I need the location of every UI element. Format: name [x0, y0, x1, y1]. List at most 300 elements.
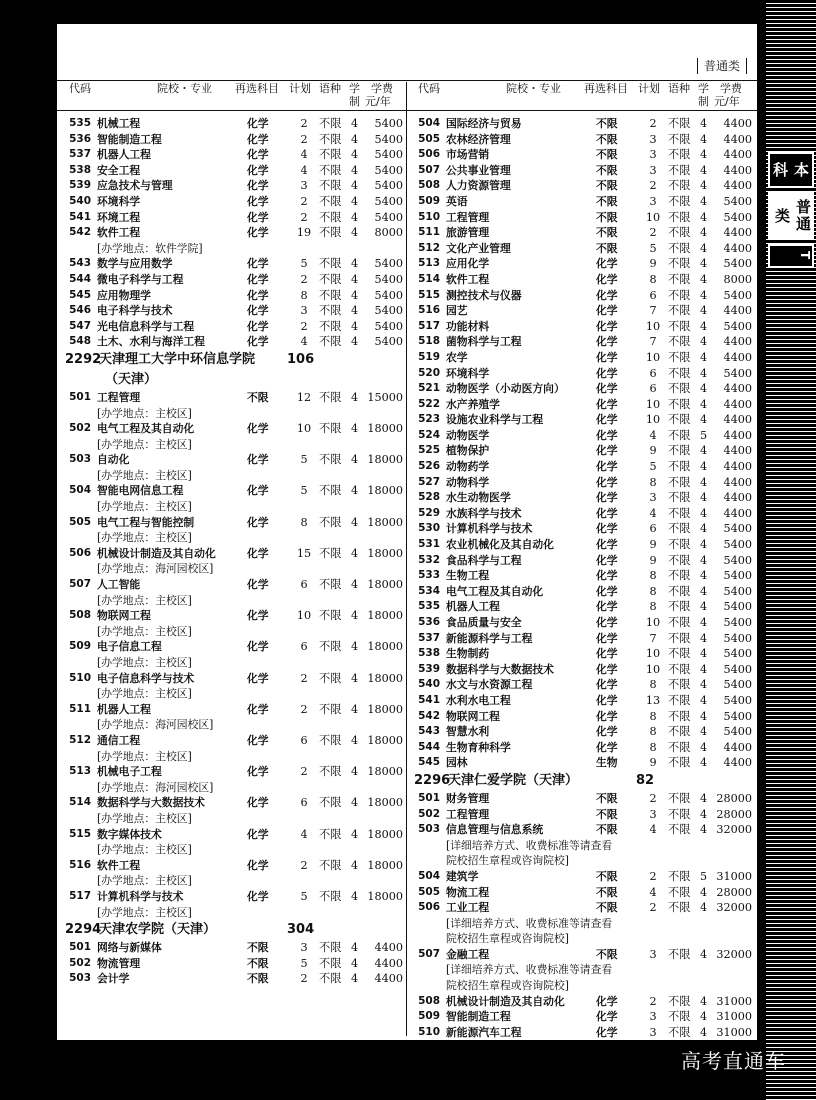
tuition-fee: 5400 [374, 257, 403, 271]
tuition-fee: 5400 [374, 319, 403, 333]
major-code: 528 [418, 491, 440, 504]
tuition-fee: 28000 [716, 791, 752, 805]
duration: 4 [351, 484, 359, 498]
plan-count: 2 [649, 994, 657, 1008]
major-name: 农学 [446, 350, 468, 364]
language: 不限 [319, 179, 342, 193]
major-row [414, 116, 754, 132]
major-name: 机器人工程 [97, 702, 151, 716]
major-note [65, 842, 405, 858]
duration: 4 [700, 288, 708, 302]
major-note [65, 749, 405, 765]
watermark: 高考直通车 [681, 1049, 786, 1073]
major-row [414, 599, 754, 615]
duration: 4 [700, 693, 708, 707]
required-subject: 化学 [247, 827, 269, 841]
col-years-a: 学 [698, 82, 709, 95]
major-code: 504 [69, 484, 91, 497]
duration: 4 [351, 609, 359, 623]
major-row [65, 671, 405, 687]
duration: 4 [700, 506, 708, 520]
tuition-fee: 5400 [723, 366, 752, 380]
duration: 4 [700, 475, 708, 489]
required-subject: 化学 [247, 422, 269, 436]
duration: 4 [700, 584, 708, 598]
major-name: 环境科学 [97, 194, 141, 208]
major-name: 数字媒体技术 [97, 827, 162, 841]
major-row [65, 163, 405, 179]
major-name: 动物医学 [446, 428, 490, 442]
major-name: 安全工程 [97, 163, 141, 177]
tuition-fee: 5400 [723, 662, 752, 676]
required-subject: 化学 [596, 272, 618, 286]
major-row [414, 443, 754, 459]
major-name: 机器人工程 [97, 148, 151, 162]
language: 不限 [668, 397, 691, 411]
language: 不限 [319, 257, 342, 271]
plan-count: 2 [649, 869, 657, 883]
plan-count: 8 [649, 475, 657, 489]
major-name: 人工智能 [97, 578, 141, 592]
duration: 4 [351, 796, 359, 810]
language: 不限 [319, 640, 342, 654]
major-code: 503 [418, 823, 440, 836]
tuition-fee: 4400 [374, 956, 403, 970]
tuition-fee: 4400 [723, 179, 752, 193]
plan-count: 5 [300, 956, 308, 970]
major-note [414, 962, 754, 978]
language: 不限 [668, 491, 691, 505]
note-text: 院校招生章程或咨询院校] [446, 854, 569, 868]
tuition-fee: 5400 [374, 210, 403, 224]
note-text: [办学地点：海河园校区] [97, 562, 214, 576]
note-text: [办学地点：主校区] [97, 749, 192, 763]
duration: 4 [700, 538, 708, 552]
tuition-fee: 4400 [374, 941, 403, 955]
school-header [414, 771, 754, 791]
school-plan-total: 304 [287, 922, 315, 938]
plan-count: 19 [296, 226, 312, 240]
major-row [414, 288, 754, 304]
major-code: 545 [418, 756, 440, 769]
major-code: 545 [69, 288, 91, 301]
tuition-fee: 5400 [723, 257, 752, 271]
major-name: 自动化 [97, 453, 130, 467]
major-code: 511 [69, 702, 91, 715]
tuition-fee: 4400 [723, 475, 752, 489]
duration: 4 [700, 241, 708, 255]
required-subject: 化学 [247, 858, 269, 872]
category-tag: 普通类 [697, 58, 747, 74]
major-name: 土木、水利与海洋工程 [97, 335, 205, 349]
major-name: 电子科学与技术 [97, 304, 173, 318]
language: 不限 [668, 631, 691, 645]
language: 不限 [319, 733, 342, 747]
major-row [414, 994, 754, 1010]
required-subject: 不限 [247, 956, 269, 970]
tuition-fee: 4400 [723, 444, 752, 458]
required-subject: 化学 [247, 163, 269, 177]
duration: 4 [700, 740, 708, 754]
duration: 5 [700, 869, 708, 883]
major-row [65, 288, 405, 304]
major-name: 电子信息科学与技术 [97, 671, 195, 685]
major-row [65, 546, 405, 562]
required-subject: 化学 [247, 132, 269, 146]
language: 不限 [319, 226, 342, 240]
tuition-fee: 5400 [723, 288, 752, 302]
required-subject: 不限 [596, 226, 618, 240]
side-tab-undergrad: 本科 [768, 152, 814, 188]
required-subject: 不限 [596, 885, 618, 899]
note-text: [详细培养方式、收费标准等请查看 [446, 963, 613, 977]
tuition-fee: 5400 [374, 132, 403, 146]
col-lang: 语种 [319, 82, 341, 95]
major-code: 516 [69, 858, 91, 871]
duration: 4 [700, 366, 708, 380]
major-name: 物流工程 [446, 885, 490, 899]
tuition-fee: 18000 [367, 484, 403, 498]
plan-count: 10 [645, 616, 661, 629]
language: 不限 [319, 956, 342, 970]
plan-count: 9 [649, 538, 657, 552]
major-name: 软件工程 [97, 858, 141, 872]
major-code: 514 [69, 796, 91, 809]
required-subject: 不限 [596, 132, 618, 146]
required-subject: 化学 [247, 179, 269, 193]
major-name: 工业工程 [446, 901, 490, 915]
major-note [65, 468, 405, 484]
language: 不限 [319, 796, 342, 810]
major-code: 509 [418, 194, 440, 207]
language: 不限 [319, 335, 342, 349]
plan-count: 2 [300, 117, 308, 130]
tuition-fee: 5400 [723, 647, 752, 661]
required-subject: 化学 [247, 609, 269, 623]
major-name: 水利水电工程 [446, 693, 511, 707]
major-name: 工程管理 [97, 390, 141, 404]
duration: 4 [351, 956, 359, 970]
language: 不限 [668, 413, 691, 427]
note-text: [办学地点：主校区] [97, 468, 192, 482]
required-subject: 化学 [596, 678, 618, 692]
major-code: 535 [69, 117, 91, 129]
col-plan: 计划 [289, 82, 311, 95]
school-name: 天津理工大学中环信息学院 [99, 351, 256, 367]
duration: 4 [700, 709, 708, 723]
plan-count: 6 [300, 578, 308, 592]
major-name: 农业机械化及其自动化 [446, 538, 554, 552]
duration: 4 [351, 702, 359, 716]
required-subject: 化学 [247, 319, 269, 333]
major-note [65, 624, 405, 640]
plan-count: 7 [649, 335, 657, 349]
tuition-fee: 31000 [716, 1025, 752, 1039]
major-code: 510 [418, 210, 440, 223]
language: 不限 [668, 1025, 691, 1039]
required-subject: 化学 [596, 522, 618, 536]
major-row [414, 428, 754, 444]
required-subject: 化学 [247, 194, 269, 208]
language: 不限 [668, 241, 691, 255]
major-name: 计算机科学与技术 [446, 522, 533, 536]
major-row [414, 662, 754, 678]
language: 不限 [668, 350, 691, 364]
major-row [414, 791, 754, 807]
major-name: 建筑学 [446, 869, 479, 883]
major-code: 512 [418, 241, 440, 254]
major-name: 国际经济与贸易 [446, 117, 522, 130]
plan-count: 8 [649, 600, 657, 614]
required-subject: 化学 [596, 725, 618, 739]
language: 不限 [319, 453, 342, 467]
major-name: 功能材料 [446, 319, 490, 333]
duration: 4 [700, 756, 708, 770]
language: 不限 [668, 693, 691, 707]
major-row [65, 319, 405, 335]
duration: 4 [351, 226, 359, 240]
major-code: 507 [418, 947, 440, 960]
duration: 4 [351, 194, 359, 208]
school-header [65, 350, 405, 370]
major-name: 数据科学与大数据技术 [446, 662, 554, 676]
major-name: 文化产业管理 [446, 241, 511, 255]
major-code: 543 [418, 725, 440, 738]
major-name: 机械电子工程 [97, 765, 162, 779]
col-years-a: 学 [349, 82, 360, 95]
duration: 4 [700, 885, 708, 899]
language: 不限 [668, 807, 691, 821]
tuition-fee: 5400 [723, 319, 752, 333]
major-note [414, 931, 754, 947]
major-row [65, 827, 405, 843]
plan-count: 10 [645, 210, 661, 224]
tuition-fee: 5400 [374, 272, 403, 286]
required-subject: 不限 [596, 163, 618, 177]
language: 不限 [668, 117, 691, 130]
major-name: 食品科学与工程 [446, 553, 522, 567]
required-subject: 化学 [247, 515, 269, 529]
major-note [65, 530, 405, 546]
major-name: 信息管理与信息系统 [446, 823, 544, 837]
major-row [414, 584, 754, 600]
tuition-fee: 5400 [723, 569, 752, 583]
major-name: 动物药学 [446, 460, 490, 474]
major-name: 旅游管理 [446, 226, 490, 240]
language: 不限 [319, 702, 342, 716]
major-note [65, 686, 405, 702]
language: 不限 [668, 709, 691, 723]
major-name: 微电子科学与工程 [97, 272, 184, 286]
school-plan-total: 82 [636, 772, 655, 788]
tuition-fee: 8000 [374, 226, 403, 240]
duration: 4 [351, 671, 359, 685]
tuition-fee: 4400 [723, 304, 752, 318]
major-code: 540 [418, 678, 440, 691]
major-row [65, 194, 405, 210]
major-row [414, 807, 754, 823]
duration: 4 [700, 1010, 708, 1024]
plan-count: 12 [296, 390, 312, 404]
required-subject: 化学 [596, 506, 618, 520]
major-code: 539 [69, 179, 91, 192]
major-code: 543 [69, 257, 91, 270]
tuition-fee: 18000 [367, 765, 403, 779]
major-row [414, 412, 754, 428]
major-code: 540 [69, 194, 91, 207]
major-name: 新能源科学与工程 [446, 631, 533, 645]
language: 不限 [668, 756, 691, 770]
plan-count: 15 [296, 546, 312, 560]
tuition-fee: 5400 [723, 194, 752, 208]
duration: 4 [351, 148, 359, 162]
major-row [414, 568, 754, 584]
major-row [65, 733, 405, 749]
language: 不限 [668, 288, 691, 302]
duration: 4 [700, 257, 708, 271]
major-code: 504 [418, 117, 440, 129]
major-name: 生物育种科学 [446, 740, 511, 754]
duration: 4 [700, 163, 708, 177]
major-note [65, 811, 405, 827]
major-name: 园林 [446, 756, 468, 770]
tuition-fee: 5400 [374, 179, 403, 193]
plan-count: 6 [649, 382, 657, 396]
duration: 4 [351, 272, 359, 286]
duration: 4 [700, 553, 708, 567]
duration: 4 [700, 569, 708, 583]
major-name: 会计学 [97, 972, 130, 986]
duration: 4 [351, 335, 359, 349]
major-name: 应用物理学 [97, 288, 151, 302]
plan-count: 3 [649, 947, 657, 961]
tuition-fee: 5400 [374, 148, 403, 162]
major-row [414, 646, 754, 662]
tuition-fee: 4400 [374, 972, 403, 986]
tuition-fee: 5400 [723, 631, 752, 645]
required-subject: 不限 [247, 972, 269, 986]
col-code: 代码 [69, 82, 91, 95]
major-name: 生物制药 [446, 647, 490, 661]
major-name: 数学与应用数学 [97, 257, 173, 271]
tuition-fee: 5400 [723, 725, 752, 739]
tuition-fee: 4400 [723, 163, 752, 177]
duration: 4 [351, 179, 359, 193]
tuition-fee: 5400 [723, 678, 752, 692]
major-code: 539 [418, 662, 440, 675]
plan-count: 3 [649, 491, 657, 505]
duration: 4 [700, 616, 708, 629]
required-subject: 化学 [596, 428, 618, 442]
language: 不限 [668, 600, 691, 614]
required-subject: 化学 [596, 1010, 618, 1024]
required-subject: 化学 [596, 382, 618, 396]
major-code: 515 [69, 827, 91, 840]
plan-count: 8 [649, 678, 657, 692]
major-code: 546 [69, 304, 91, 317]
duration: 4 [351, 972, 359, 986]
major-row [414, 475, 754, 491]
language: 不限 [319, 671, 342, 685]
note-text: [详细培养方式、收费标准等请查看 [446, 838, 613, 852]
major-name: 环境工程 [97, 210, 141, 224]
tuition-fee: 5400 [723, 600, 752, 614]
major-name: 数据科学与大数据技术 [97, 796, 205, 810]
major-name: 金融工程 [446, 947, 490, 961]
major-name: 电气工程与智能控制 [97, 515, 195, 529]
language: 不限 [668, 569, 691, 583]
major-row [65, 421, 405, 437]
duration: 4 [700, 791, 708, 805]
major-row [65, 764, 405, 780]
duration: 4 [700, 994, 708, 1008]
major-name: 机械设计制造及其自动化 [446, 994, 565, 1008]
major-note [65, 780, 405, 796]
duration: 4 [700, 148, 708, 162]
major-row [414, 490, 754, 506]
major-code: 505 [418, 132, 440, 145]
plan-count: 2 [300, 132, 308, 146]
major-row [414, 210, 754, 226]
major-name: 物流管理 [97, 956, 141, 970]
tuition-fee: 18000 [367, 671, 403, 685]
tuition-fee: 4400 [723, 335, 752, 349]
tuition-fee: 5400 [723, 210, 752, 224]
tuition-fee: 5400 [374, 335, 403, 349]
major-row [414, 132, 754, 148]
major-row [414, 537, 754, 553]
major-code: 536 [69, 132, 91, 145]
duration: 4 [700, 444, 708, 458]
major-row [414, 1025, 754, 1040]
tuition-fee: 5400 [723, 616, 752, 629]
plan-count: 10 [645, 647, 661, 661]
required-subject: 化学 [596, 662, 618, 676]
tuition-fee: 18000 [367, 609, 403, 623]
duration: 4 [351, 858, 359, 872]
required-subject: 化学 [247, 546, 269, 560]
note-text: [办学地点：主校区] [97, 687, 192, 701]
plan-count: 2 [300, 210, 308, 224]
major-name: 水文与水资源工程 [446, 678, 533, 692]
tuition-fee: 4400 [723, 148, 752, 162]
major-name: 菌物科学与工程 [446, 335, 522, 349]
language: 不限 [319, 132, 342, 146]
major-row [65, 452, 405, 468]
major-code: 504 [418, 869, 440, 882]
major-code: 537 [69, 148, 91, 161]
tuition-fee: 32000 [716, 901, 752, 915]
tuition-fee: 15000 [367, 390, 403, 404]
plan-count: 9 [649, 257, 657, 271]
col-name: 院校・专业 [157, 82, 212, 95]
major-code: 514 [418, 272, 440, 285]
major-row [414, 272, 754, 288]
plan-count: 3 [649, 194, 657, 208]
tuition-fee: 5400 [723, 538, 752, 552]
plan-count: 8 [300, 288, 308, 302]
major-row [414, 521, 754, 537]
major-row [414, 397, 754, 413]
duration: 4 [700, 491, 708, 505]
duration: 4 [700, 1025, 708, 1039]
major-name: 智慧水利 [446, 725, 490, 739]
required-subject: 化学 [247, 578, 269, 592]
major-code: 507 [418, 163, 440, 176]
plan-count: 2 [300, 671, 308, 685]
required-subject: 化学 [247, 671, 269, 685]
school-plan-total: 106 [287, 351, 315, 367]
